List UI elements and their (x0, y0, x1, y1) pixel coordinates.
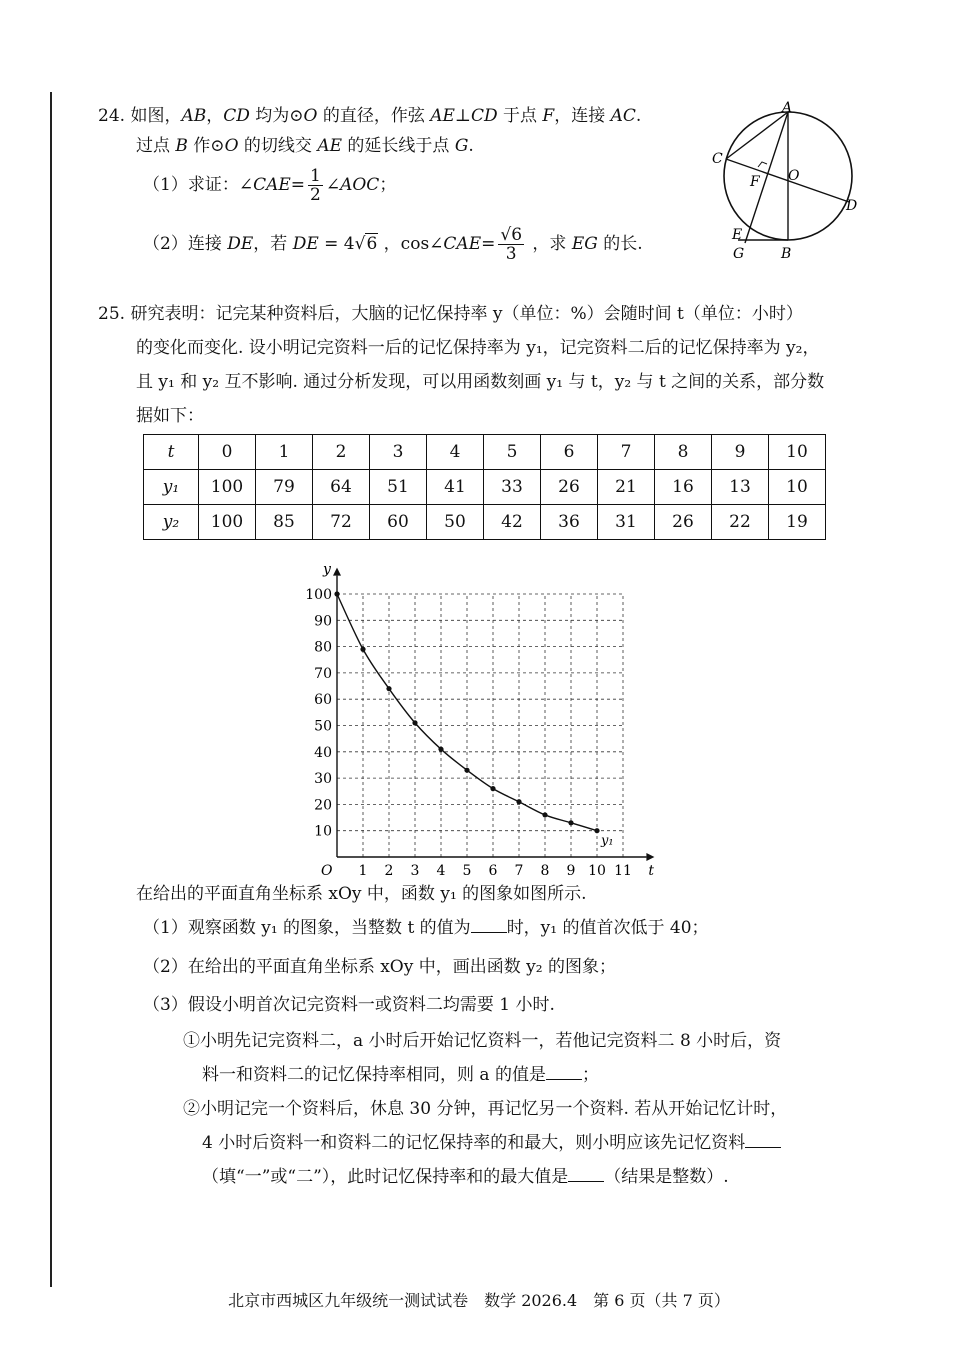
q24-part1: （1）求证：∠CAE= $\frac{1}{2}$ ∠AOC； (143, 166, 397, 205)
q25-sub3: （3）假设小明首次记完资料一或资料二均需要 1 小时. (143, 995, 555, 1015)
q24-line2: 过点 B 作⊙O 的切线交 AE 的延长线于点 G. (136, 136, 474, 156)
table-row-y1: y₁ 100 79 64 51 41 33 26 21 16 13 10 (144, 470, 826, 505)
label-B: B (781, 246, 792, 262)
data-point (386, 686, 391, 691)
table-row-t: t 0 1 2 3 4 5 6 7 8 9 10 (144, 435, 826, 470)
label-A: A (782, 100, 793, 116)
data-point (464, 768, 469, 773)
y-tick-label: 80 (314, 639, 332, 656)
label-D: D (846, 198, 858, 214)
fraction-sqrt6-over-3: $\frac{√6}{3}$ (500, 225, 523, 264)
x-tick-label: 11 (614, 863, 632, 879)
q24-part2: （2）连接 DE，若 DE = 4√6 ，cos∠CAE= $\frac{√6}{3}$ ，求 EG 的长. (143, 225, 643, 264)
q25-sub3-2c: （填“一”或“二”），此时记忆保持率和的最大值是 （结果是整数）. (202, 1160, 882, 1194)
data-point (490, 786, 495, 791)
data-point (516, 799, 521, 804)
data-point (542, 812, 547, 817)
function-graph (300, 556, 660, 879)
y-tick-label: 40 (314, 744, 332, 761)
margin-line (50, 92, 52, 1287)
q25-sub3-1a: ①小明先记完资料二，a 小时后开始记忆资料一，若他记完资料二 8 小时后，资 (183, 1031, 782, 1051)
q25-sub2: （2）在给出的平面直角坐标系 xOy 中，画出函数 y₂ 的图象； (143, 957, 616, 977)
answer-blank-4[interactable] (568, 1161, 604, 1182)
table-row-y2: y₂ 100 85 72 60 50 42 36 31 26 22 19 (144, 505, 826, 540)
x-tick-label: 8 (540, 863, 550, 879)
label-G: G (733, 246, 745, 262)
origin-label: O (321, 863, 333, 879)
x-tick-label: 7 (514, 863, 524, 879)
y-tick-label: 30 (314, 771, 332, 788)
q25-line2: 的变化而变化. 设小明记完资料一后的记忆保持率为 y₁，记完资料二后的记忆保持率为 y₂， (136, 338, 820, 358)
x-axis-arrow (646, 853, 654, 861)
q24-line1: 24. 如图，AB，CD 均为⊙O 的直径，作弦 AE⊥CD 于点 F，连接 AC. (98, 106, 642, 126)
y-axis-label: y (323, 561, 331, 578)
y-axis-arrow (333, 568, 341, 576)
x-tick-label: 9 (566, 863, 576, 879)
q25-sub3-2b: 4 小时后资料一和资料二的记忆保持率的和最大，则小明应该先记忆资料 (202, 1126, 882, 1160)
x-tick-label: 10 (588, 863, 606, 879)
y-tick-label: 90 (314, 613, 332, 630)
answer-blank-1[interactable] (471, 912, 507, 933)
y-tick-label: 100 (305, 587, 332, 603)
answer-blank-3[interactable] (745, 1127, 781, 1148)
q25-after-chart: 在给出的平面直角坐标系 xOy 中，函数 y₁ 的图象如图所示. (136, 884, 587, 904)
data-point (438, 747, 443, 752)
x-tick-label: 3 (410, 863, 420, 879)
x-tick-label: 2 (384, 863, 394, 879)
data-point (360, 647, 365, 652)
x-tick-label: 4 (436, 863, 446, 879)
y-tick-label: 20 (314, 797, 332, 814)
circle-figure (700, 100, 870, 270)
y-tick-label: 60 (314, 692, 332, 709)
y-tick-label: 70 (314, 665, 332, 682)
fraction-one-half: $\frac{1}{2}$ (310, 166, 321, 205)
x-tick-label: 6 (488, 863, 498, 879)
q25-line3: 且 y₁ 和 y₂ 互不影响. 通过分析发现，可以用函数刻画 y₁ 与 t，y₂ 与 t 之间的关系，部分数 (136, 372, 825, 392)
x-axis-label: t (648, 863, 655, 879)
q25-line4: 据如下： (136, 406, 204, 426)
data-point (594, 828, 599, 833)
label-E: E (732, 227, 743, 243)
data-point (412, 720, 417, 725)
x-tick-label: 5 (462, 863, 472, 879)
y-tick-label: 50 (314, 718, 332, 735)
label-F: F (750, 174, 760, 190)
q25-sub3-2a: ②小明记完一个资料后，休息 30 分钟，再记忆另一个资料. 若从开始记忆计时， (183, 1099, 788, 1119)
label-C: C (712, 151, 723, 167)
series-label: y₁ (601, 833, 614, 849)
data-table (143, 434, 826, 540)
q25-sub1: （1）观察函数 y₁ 的图象，当整数 t 的值为 时，y₁ 的值首次低于 40； (143, 911, 903, 945)
q25-sub3-1b: 料一和资料二的记忆保持率相同，则 a 的值是 ； (202, 1058, 962, 1092)
answer-blank-2[interactable] (546, 1059, 582, 1080)
x-tick-label: 1 (358, 863, 368, 879)
data-point (334, 591, 339, 596)
data-point (568, 820, 573, 825)
page-footer: 北京市西城区九年级统一测试试卷 数学 2026.4 第 6 页（共 7 页） (228, 1291, 730, 1310)
y-tick-label: 10 (314, 823, 332, 840)
label-O: O (788, 168, 800, 184)
q25-line1: 25. 研究表明：记完某种资料后，大脑的记忆保持率 y（单位：%）会随时间 t（单位：小时） (98, 304, 803, 324)
